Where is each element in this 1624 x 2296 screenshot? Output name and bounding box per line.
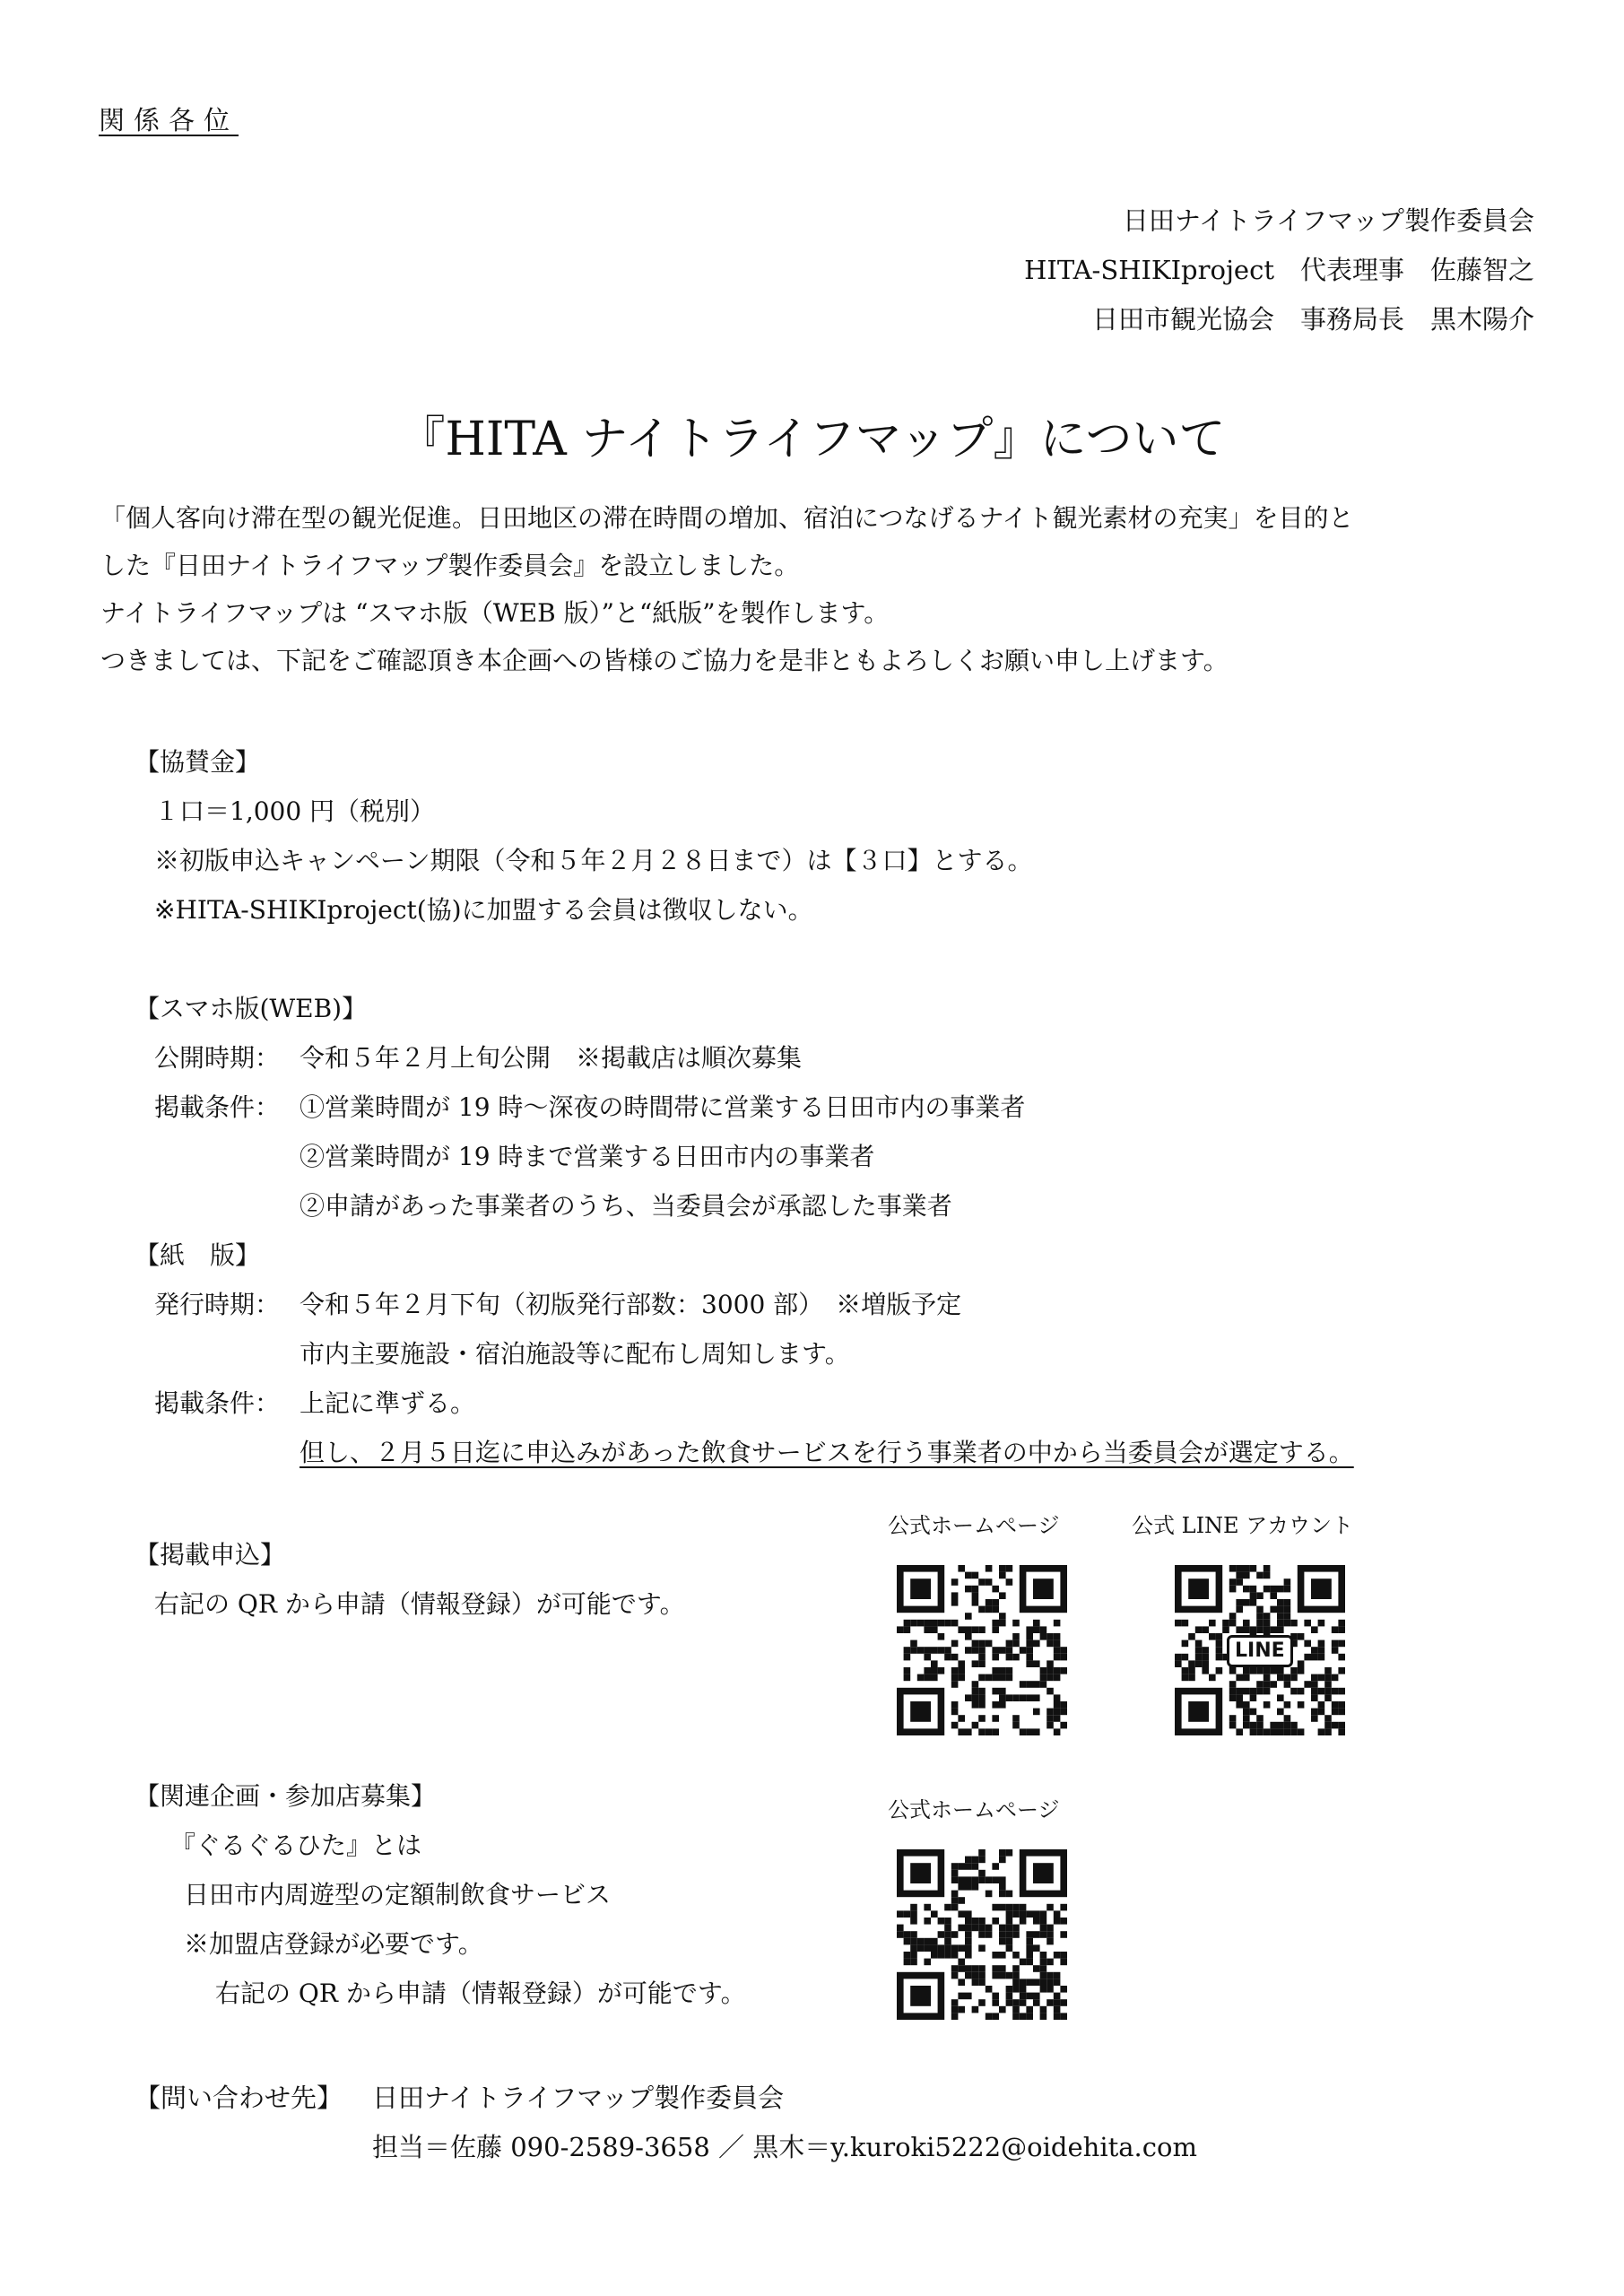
related-heading: 【関連企画・参加店募集】 bbox=[135, 1781, 437, 1811]
sender-committee: 日田ナイトライフマップ製作委員会 bbox=[1122, 205, 1534, 236]
qr-code-homepage[interactable] bbox=[897, 1565, 1067, 1735]
web-release-value: 令和５年２月上旬公開 ※掲載店は順次募集 bbox=[300, 1043, 803, 1073]
paper-issue-note: 市内主要施設・宿泊施設等に配布し周知します。 bbox=[300, 1339, 850, 1369]
addressee: 関係各位 bbox=[99, 105, 239, 135]
web-condition-3: ②申請があった事業者のうち、当委員会が承認した事業者 bbox=[300, 1191, 952, 1221]
related-line-1: 『ぐるぐるひた』とは bbox=[170, 1831, 422, 1860]
qr-related-homepage-label: 公式ホームページ bbox=[888, 1797, 1060, 1822]
contact-organization: 日田ナイトライフマップ製作委員会 bbox=[372, 2083, 785, 2113]
sender-tourism-association: 日田市観光協会 事務局長 黒木陽介 bbox=[1091, 304, 1534, 335]
intro-line-1: 「個人客向け滞在型の観光促進。日田地区の滞在時間の増加、宿泊につなげるナイト観光素材の充実」を目的と bbox=[100, 503, 1354, 533]
contact-heading: 【問い合わせ先】 bbox=[135, 2083, 343, 2113]
intro-line-3: ナイトライフマップは “スマホ版（WEB 版）”と“紙版”を製作します。 bbox=[100, 598, 890, 628]
qr-homepage-label: 公式ホームページ bbox=[888, 1513, 1060, 1538]
paper-issue-value: 令和５年２月下旬（初版発行部数：3000 部） ※増版予定 bbox=[300, 1290, 962, 1319]
web-condition-label: 掲載条件： bbox=[154, 1092, 281, 1122]
paper-condition-label: 掲載条件： bbox=[154, 1388, 281, 1418]
page-title: 『HITA ナイトライフマップ』について bbox=[398, 413, 1226, 466]
sponsorship-unit-price: １口＝1,000 円（税別） bbox=[154, 796, 436, 826]
related-line-3: ※加盟店登録が必要です。 bbox=[184, 1929, 483, 1959]
line-logo-badge: LINE bbox=[1227, 1635, 1293, 1667]
web-condition-1: ①営業時間が 19 時～深夜の時間帯に営業する日田市内の事業者 bbox=[300, 1092, 1026, 1122]
web-condition-2: ②営業時間が 19 時まで営業する日田市内の事業者 bbox=[300, 1142, 875, 1171]
sponsorship-campaign-note: ※初版申込キャンペーン期限（令和５年２月２８日まで）は【３口】とする。 bbox=[154, 846, 1033, 875]
contact-details: 担当＝佐藤 090-2589-3658 ／ 黒木＝y.kuroki5222@oidehita.com bbox=[372, 2132, 1197, 2162]
qr-code-related-homepage[interactable] bbox=[897, 1849, 1067, 2020]
qr-line-label: 公式 LINE アカウント bbox=[1132, 1513, 1353, 1538]
web-version-heading: 【スマホ版(WEB)】 bbox=[135, 994, 368, 1023]
qr-code-line[interactable] bbox=[1175, 1565, 1345, 1735]
intro-line-4: つきましては、下記をご確認頂き本企画への皆様のご協力を是非ともよろしくお願い申し上げます。 bbox=[100, 646, 1229, 675]
paper-condition-note: 但し、２月５日迄に申込みがあった飲食サービスを行う事業者の中から当委員会が選定する。 bbox=[300, 1438, 1354, 1467]
intro-line-2: した『日田ナイトライフマップ製作委員会』を設立しました。 bbox=[100, 551, 800, 580]
sender-project-director: HITA-SHIKIproject 代表理事 佐藤智之 bbox=[1024, 255, 1534, 285]
sponsorship-heading: 【協賛金】 bbox=[135, 747, 261, 777]
web-release-label: 公開時期： bbox=[154, 1043, 281, 1073]
related-line-2: 日田市内周遊型の定額制飲食サービス bbox=[184, 1880, 612, 1909]
application-heading: 【掲載申込】 bbox=[135, 1540, 286, 1570]
paper-condition-value: 上記に準ずる。 bbox=[300, 1388, 476, 1418]
application-text: 右記の QR から申請（情報登録）が可能です。 bbox=[154, 1589, 685, 1619]
related-line-4: 右記の QR から申請（情報登録）が可能です。 bbox=[215, 1979, 746, 2008]
paper-version-heading: 【紙 版】 bbox=[135, 1240, 261, 1270]
sponsorship-member-note: ※HITA-SHIKIproject(協)に加盟する会員は徴収しない。 bbox=[154, 895, 813, 925]
qr-code-icon bbox=[897, 1849, 1067, 2020]
qr-code-icon bbox=[897, 1565, 1067, 1735]
paper-issue-label: 発行時期： bbox=[154, 1290, 281, 1319]
